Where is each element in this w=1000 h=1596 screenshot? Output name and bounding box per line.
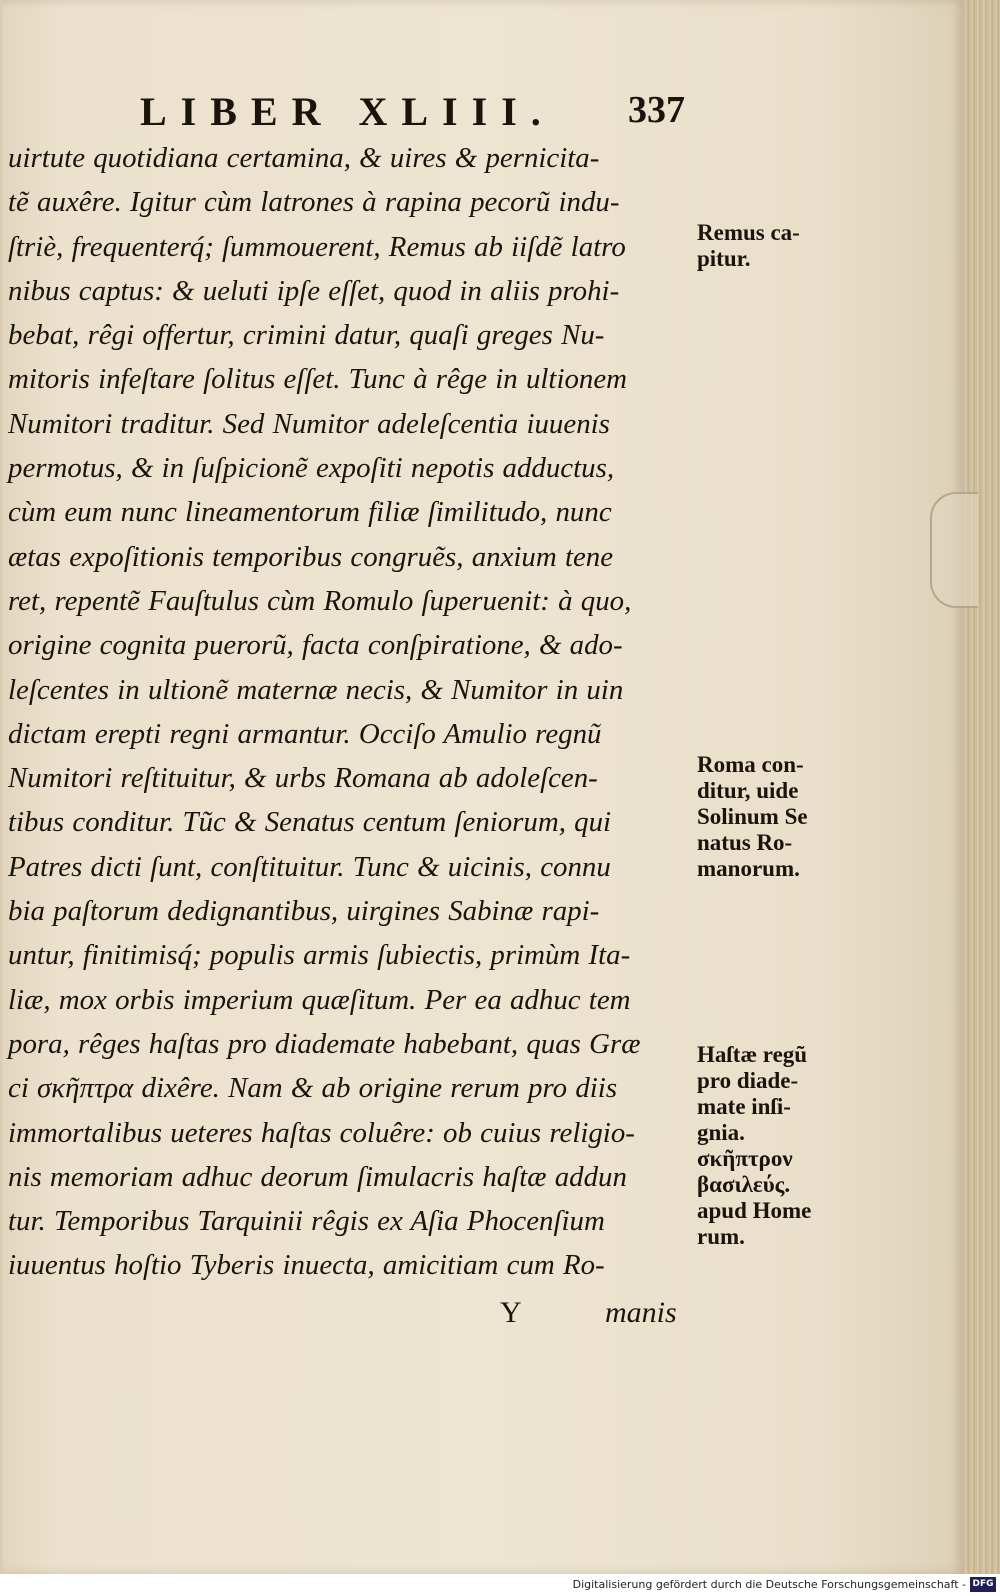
- text-line: ci σκῆπτρα dixêre. Nam & ab origine rerum pro diis: [8, 1072, 618, 1105]
- text-line: iuuentus hoſtio Tyberis inuecta, amicitiam cum Ro-: [8, 1249, 605, 1282]
- text-line: untur, finitimisq́; populis armis ſubiectis, primùm Ita-: [8, 939, 631, 972]
- signature-mark: Y: [500, 1296, 522, 1329]
- text-line: leſcentes in ultionẽ maternæ necis, & Numitor in uin: [8, 673, 624, 706]
- text-line: nis memoriam adhuc deorum ſimulacris haſtæ addun: [8, 1160, 627, 1193]
- text-line: bebat, rêgi offertur, crimini datur, quaſi greges Nu-: [8, 319, 605, 352]
- margin-note-hastae: [697, 1042, 872, 1250]
- margin-note-line: pro diade-: [697, 1068, 799, 1093]
- text-line: ætas expoſitionis temporibus congruẽs, anxium tene: [8, 540, 614, 573]
- text-line: liæ, mox orbis imperium quæſitum. Per ea adhuc tem: [8, 983, 631, 1016]
- text-line: dictam erepti regni armantur. Occiſo Amulio regnũ: [8, 717, 602, 750]
- page-tab-shadow: [930, 492, 978, 608]
- footer-credit: Digitalisierung gefördert durch die Deutsche Forschungsgemeinschaft -: [572, 1578, 966, 1591]
- margin-note-line: Remus ca-: [697, 220, 800, 245]
- text-line: tibus conditur. Tũc & Senatus centum ſeniorum, qui: [8, 806, 612, 839]
- margin-note-remus: [697, 220, 872, 272]
- margin-note-line: βασιλεύς.: [697, 1172, 791, 1197]
- catchword: manis: [605, 1296, 677, 1329]
- margin-note-line: natus Ro-: [697, 830, 793, 855]
- text-line: cùm eum nunc lineamentorum filiæ ſimilitudo, nunc: [8, 496, 612, 529]
- margin-note-line: rum.: [697, 1224, 745, 1249]
- text-line: pora, rêges haſtas pro diademate habebant, quas Græ: [8, 1027, 641, 1060]
- text-line: permotus, & in ſuſpicionẽ expoſiti nepotis adductus,: [8, 452, 615, 485]
- text-line: ret, repentẽ Fauſtulus cùm Romulo ſuperuenit: à quo,: [8, 584, 632, 617]
- margin-note-line: manorum.: [697, 856, 800, 881]
- footer-bar: [0, 1574, 1000, 1596]
- text-line: bia paſtorum dedignantibus, uirgines Sabinæ rapi-: [8, 895, 600, 928]
- margin-note-line: gnia.: [697, 1120, 745, 1145]
- margin-note-line: apud Home: [697, 1198, 812, 1223]
- text-line: Patres dicti ſunt, conſtituitur. Tunc & uicinis, connu: [8, 850, 611, 883]
- body-text: [8, 136, 693, 1288]
- dfg-logo: DFG: [970, 1577, 996, 1592]
- page-number: 337: [628, 89, 685, 131]
- margin-note-line: ditur, uide: [697, 778, 799, 803]
- text-line: nibus captus: & ueluti ipſe eſſet, quod in aliis prohi-: [8, 274, 620, 307]
- margin-note-line: Haſtæ regũ: [697, 1042, 808, 1067]
- text-line: ſtriè, frequenterq́; ſummouerent, Remus ab iiſdẽ latro: [8, 230, 626, 263]
- margin-note-line: σκῆπτρον: [697, 1146, 793, 1171]
- margin-note-line: mate inſi-: [697, 1094, 791, 1119]
- text-line: immortalibus ueteres haſtas coluêre: ob cuius religio-: [8, 1116, 635, 1149]
- margin-note-line: Roma con-: [697, 752, 804, 777]
- margin-note-roma: [697, 752, 872, 882]
- running-title: LIBER XLIII.: [140, 89, 555, 134]
- margin-note-line: Solinum Se: [697, 804, 808, 829]
- margin-note-line: pitur.: [697, 246, 751, 271]
- text-line: Numitori reſtituitur, & urbs Romana ab adoleſcen-: [8, 762, 598, 795]
- text-line: origine cognita puerorũ, facta conſpiratione, & ado-: [8, 629, 623, 662]
- text-line: mitoris infeſtare ſolitus eſſet. Tunc à rêge in ultionem: [8, 363, 628, 396]
- running-head: [140, 88, 685, 138]
- text-line: Numitori traditur. Sed Numitor adeleſcentia iuuenis: [8, 407, 610, 440]
- page-edges: [964, 0, 1000, 1574]
- text-line: tur. Temporibus Tarquinii rêgis ex Aſia Phocenſium: [8, 1205, 605, 1238]
- text-line: tẽ auxêre. Igitur cùm latrones à rapina pecorũ indu-: [8, 186, 620, 219]
- text-line: uirtute quotidiana certamina, & uires & pernicita-: [8, 142, 600, 174]
